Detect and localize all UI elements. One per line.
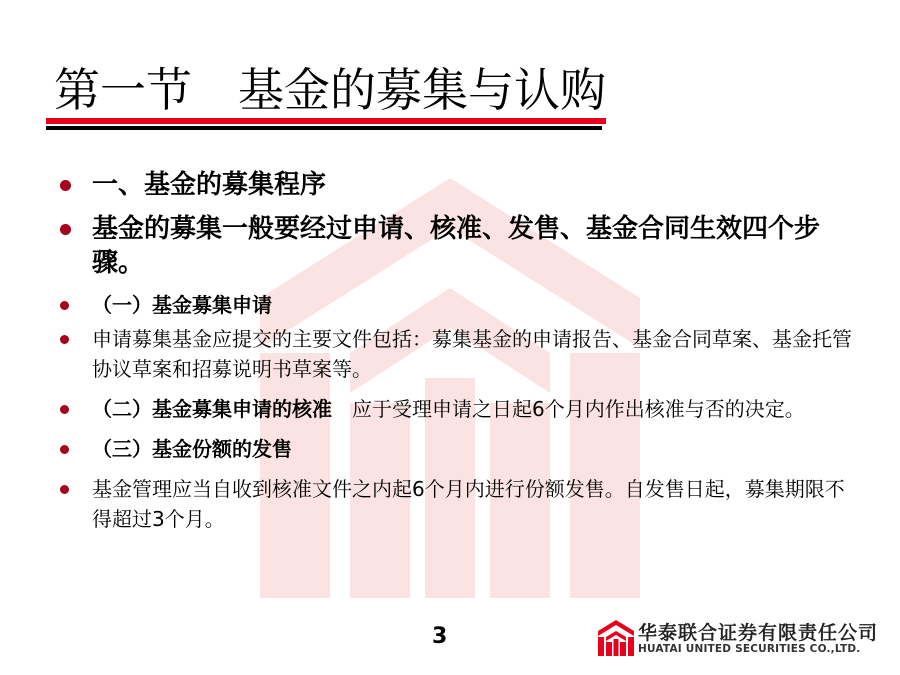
bullet-dot — [60, 485, 69, 494]
title-underline-black — [46, 126, 602, 130]
bullet-dot — [60, 224, 71, 235]
list-item-text: 基金的募集一般要经过申请、核准、发售、基金合同生效四个步骤。 — [92, 214, 821, 278]
list-item — [56, 212, 856, 280]
list-item — [56, 394, 856, 424]
list-item-text: 基金管理应当自收到核准文件之内起6个月内进行份额发售。自发售日起，募集期限不得超过3个月。 — [92, 477, 845, 531]
list-item-text: 一、基金的募集程序 — [92, 170, 327, 200]
huatai-logo-icon — [598, 620, 634, 656]
bullet-dot — [60, 180, 71, 191]
company-name-en: HUATAI UNITED SECURITIES CO.,LTD. — [638, 643, 861, 655]
bullet-dot — [60, 445, 69, 454]
list-item-text: 申请募集基金应提交的主要文件包括：募集基金的申请报告、基金合同草案、基金托管协议草案和招募说明书草案等。 — [92, 327, 852, 381]
list-item-text: （一）基金募集申请 — [92, 293, 272, 317]
company-logo — [598, 618, 888, 662]
list-item — [56, 290, 856, 320]
slide-title: 第一节 基金的募集与认购 — [54, 63, 606, 117]
list-item — [56, 324, 856, 384]
list-item-text: （三）基金份额的发售 — [92, 437, 292, 461]
list-item-heading: （二）基金募集申请的核准 — [92, 397, 332, 421]
bullet-dot — [60, 301, 69, 310]
title-underline-red — [46, 118, 606, 124]
list-item — [56, 168, 856, 202]
list-item — [56, 434, 856, 464]
page-number: 3 — [432, 624, 448, 649]
company-name-cn: 华泰联合证券有限责任公司 — [638, 622, 879, 644]
bullet-dot — [60, 405, 69, 414]
list-item — [56, 474, 856, 534]
bullet-list — [56, 168, 856, 534]
list-item-text: 应于受理申请之日起6个月内作出核准与否的决定。 — [332, 397, 805, 421]
bullet-dot — [60, 335, 69, 344]
